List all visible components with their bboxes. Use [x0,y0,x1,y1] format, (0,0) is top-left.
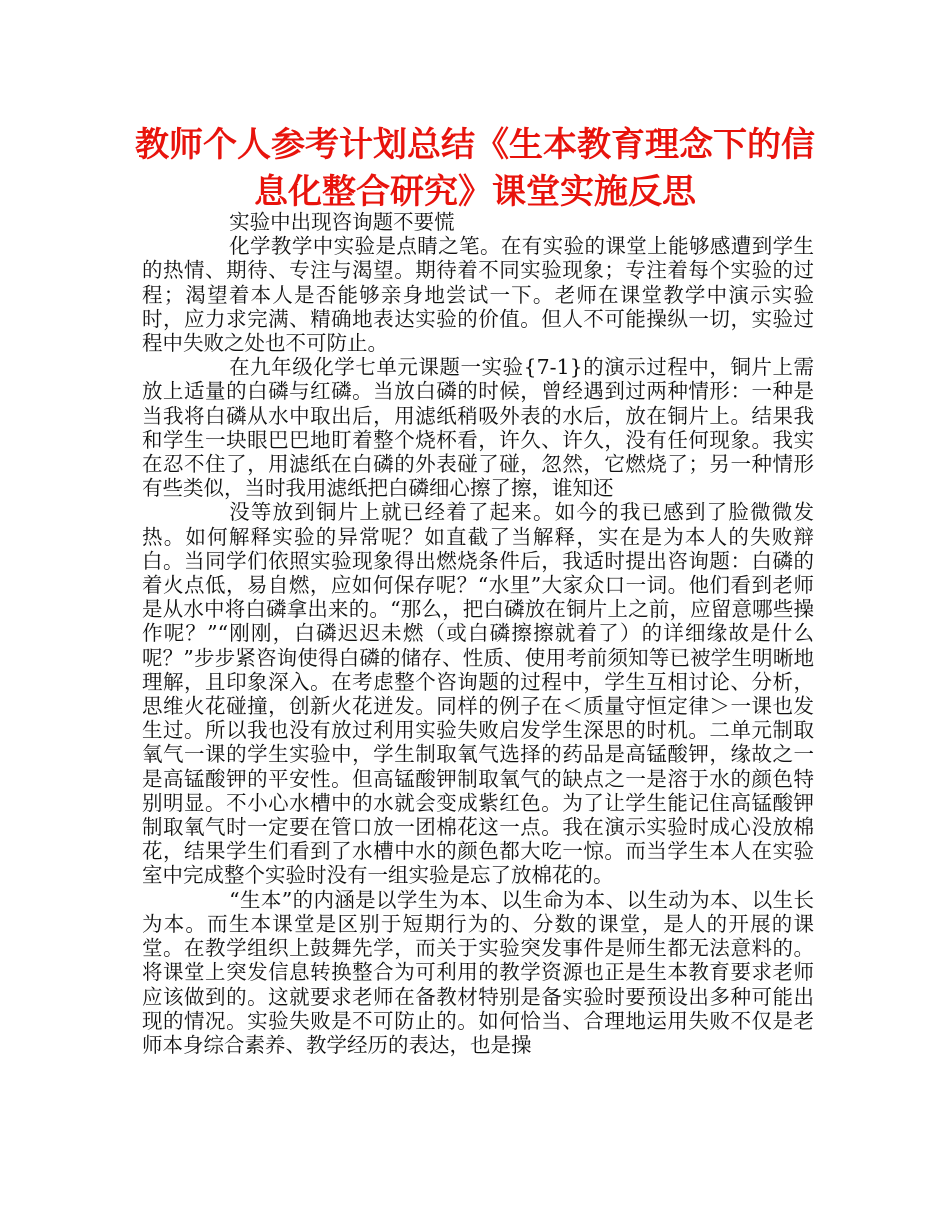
document-title: 教师个人参考计划总结《生本教育理念下的信息化整合研究》课堂实施反思 [135,125,815,212]
document-body [142,210,814,1057]
section-heading: 实验中出现咨询题不要慌 [229,210,455,234]
paragraph: 在九年级化学七单元课题一实验{7-1}的演示过程中，铜片上需放上适量的白磷与红磷。当放白磷的时候，曾经遇到过两种情形：一种是当我将白磷从水中取出后，用滤纸稍吸外表的水后，放在铜片上。结果我和学生一块眼巴巴地盯着整个烧杯看，许久、许久，没有任何现象。我实在忍不住了，用滤纸在白磷的外表碰了碰，忽然，它燃烧了；另一种情形有些类似，当时我用滤纸把白磷细心擦了擦，谁知还 [142,355,814,501]
paragraph: 没等放到铜片上就已经着了起来。如今的我已感到了脸微微发热。如何解释实验的异常呢？如直截了当解释，实在是为本人的失败辩白。当同学们依照实验现象得出燃烧条件后，我适时提出咨询题：白磷的着火点低，易自燃，应如何保存呢？“水里”大家众口一词。他们看到老师是从水中将白磷拿出来的。“那么，把白磷放在铜片上之前，应留意哪些操作呢？”“刚刚，白磷迟迟未燃（或白磷擦擦就着了）的详细缘故是什么呢？”步步紧咨询使得白磷的储存、性质、使用考前须知等已被学生明晰地理解，且印象深入。在考虑整个咨询题的过程中，学生互相讨论、分析，思维火花碰撞，创新火花迸发。同样的例子在＜质量守恒定律＞一课也发生过。所以我也没有放过利用实验失败启发学生深思的时机。二单元制取氧气一课的学生实验中，学生制取氧气选择的药品是高锰酸钾，缘故之一是高锰酸钾的平安性。但高锰酸钾制取氧气的缺点之一是溶于水的颜色特别明显。不小心水槽中的水就会变成紫红色。为了让学生能记住高锰酸钾制取氧气时一定要在管口放一团棉花这一点。我在演示实验时成心没放棉花，结果学生们看到了水槽中水的颜色都大吃一惊。而当学生本人在实验室中完成整个实验时没有一组实验是忘了放棉花的。 [142,500,814,888]
paragraph: 化学教学中实验是点睛之笔。在有实验的课堂上能够感遭到学生的热情、期待、专注与渴望。期待着不同实验现象；专注着每个实验的过程；渴望着本人是否能够亲身地尝试一下。老师在课堂教学中演示实验时，应力求完满、精确地表达实验的价值。但人不可能操纵一切，实验过程中失败之处也不可防止。 [142,234,814,356]
paragraph: “生本”的内涵是以学生为本、以生命为本、以生动为本、以生长为本。而生本课堂是区别于短期行为的、分数的课堂，是人的开展的课堂。在教学组织上鼓舞先学，而关于实验突发事件是师生都无法意料的。将课堂上突发信息转换整合为可利用的教学资源也正是生本教育要求老师应该做到的。这就要求老师在备教材特别是备实验时要预设出多种可能出现的情况。实验失败是不可防止的。如何恰当、合理地运用失败不仅是老师本身综合素养、教学经历的表达，也是操 [142,887,814,1057]
